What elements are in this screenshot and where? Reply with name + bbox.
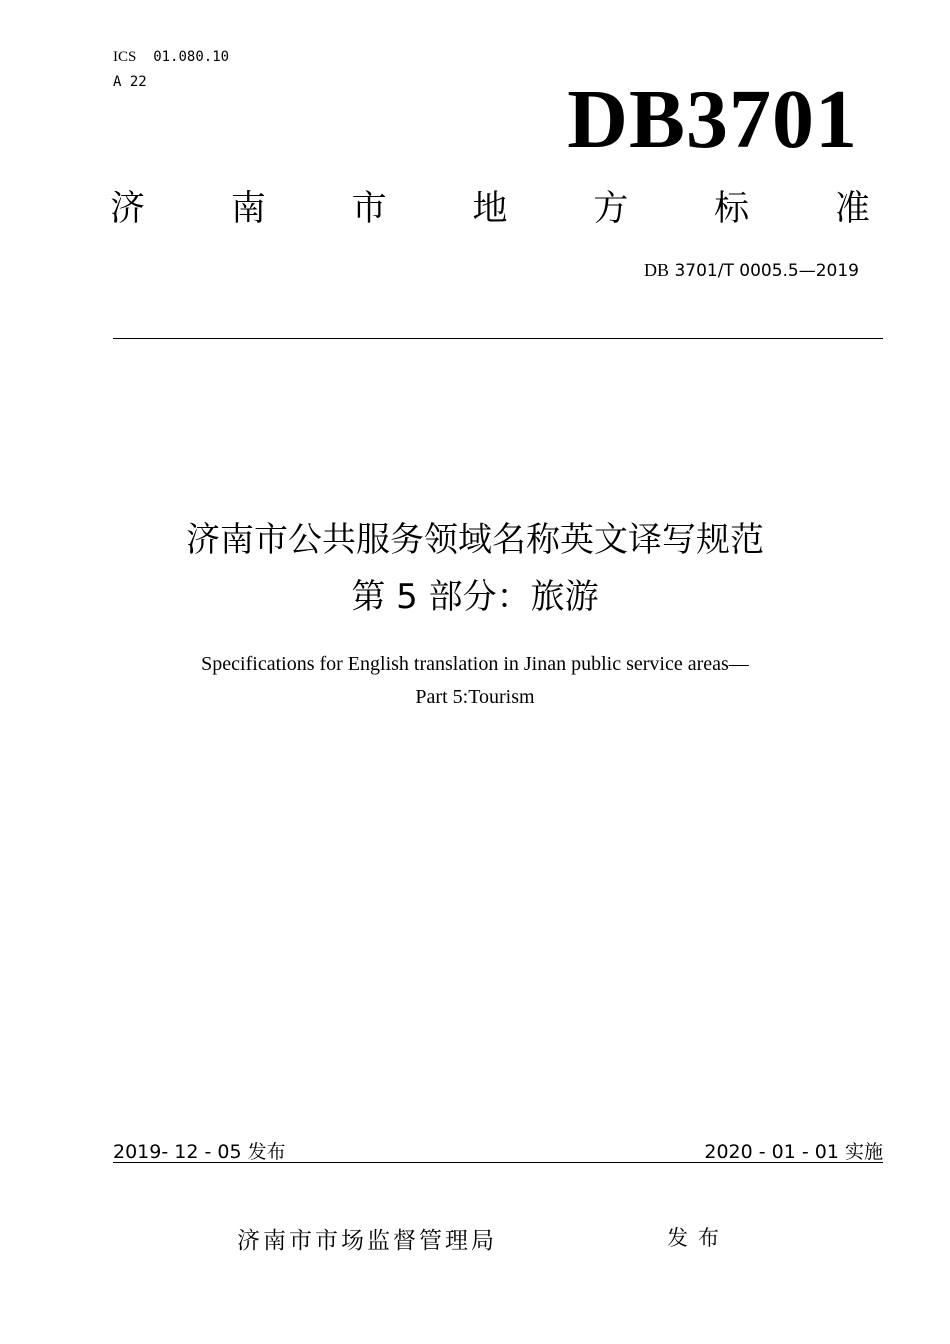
issuing-authority: 济南市市场监督管理局 xyxy=(237,1228,497,1254)
standard-type-char: 准 xyxy=(834,189,870,229)
ics-label: ICS xyxy=(113,49,137,65)
standard-type-char: 方 xyxy=(593,189,629,229)
standard-type-char: 地 xyxy=(472,189,508,229)
title-en-line1: Specifications for English translation in Jinan public service areas— xyxy=(201,653,749,675)
header-divider xyxy=(113,338,883,339)
standard-type-char: 市 xyxy=(351,189,387,229)
footer-divider xyxy=(113,1162,883,1163)
standard-number-prefix: DB xyxy=(644,260,670,280)
standard-type-char: 南 xyxy=(230,189,266,229)
release-label: 发布 xyxy=(667,1226,729,1250)
ics-number: 01.080.10 xyxy=(153,49,230,65)
standard-type-char: 济 xyxy=(110,189,146,229)
standard-type-char: 标 xyxy=(714,189,750,229)
ics-code xyxy=(113,49,229,66)
effective-date: 2020 - 01 - 01 实施 xyxy=(704,1141,883,1163)
standard-logo-code: DB3701 xyxy=(567,73,858,166)
category-code: A 22 xyxy=(113,74,147,90)
title-cn-line2: 第 5 部分：旅游 xyxy=(351,577,599,617)
standard-number xyxy=(644,260,859,281)
title-en-line2: Part 5:Tourism xyxy=(415,686,535,708)
title-cn-line1: 济南市公共服务领域名称英文译写规范 xyxy=(186,520,764,560)
standard-number-value: 3701/T 0005.5—2019 xyxy=(674,261,859,281)
publish-date: 2019- 12 - 05 发布 xyxy=(113,1141,286,1163)
standard-type xyxy=(110,187,870,231)
